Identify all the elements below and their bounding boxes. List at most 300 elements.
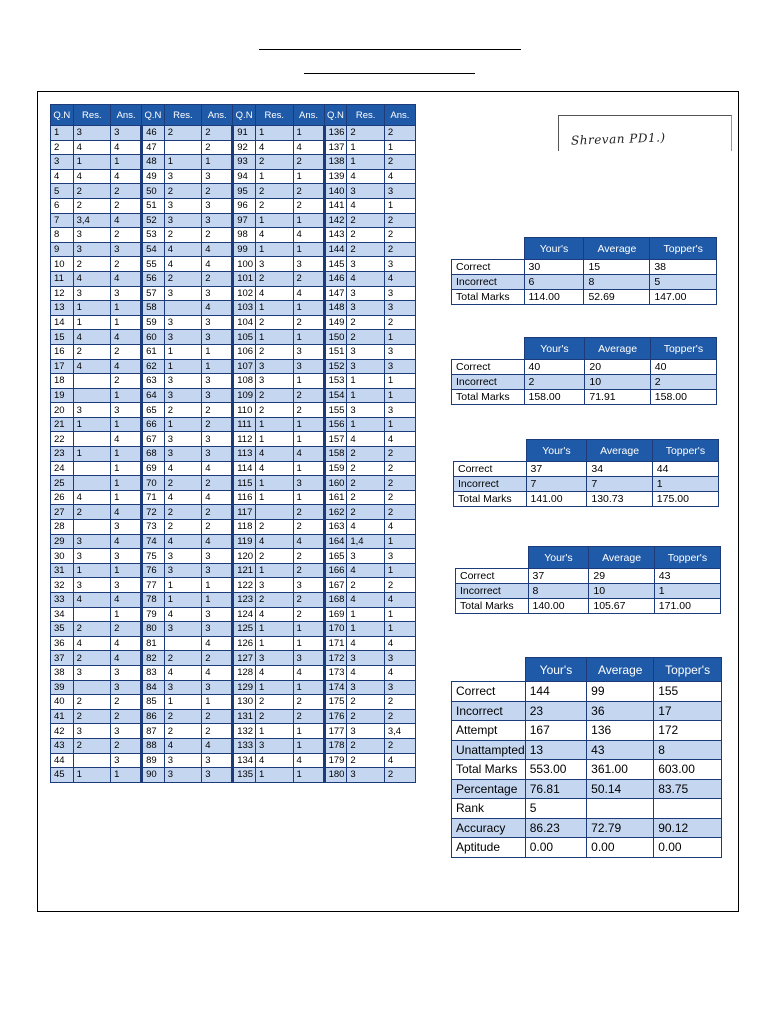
answer-cell-res: 1 xyxy=(73,563,111,578)
answer-cell-res: 2 xyxy=(73,184,111,199)
answer-cell-ans: 3 xyxy=(111,403,142,418)
answer-cell-res: 2 xyxy=(73,709,111,724)
answer-cell-res: 1 xyxy=(256,213,294,228)
answer-cell-ans: 3 xyxy=(384,301,415,316)
answer-cell-qn: 2 xyxy=(51,140,74,155)
answer-row xyxy=(51,520,416,535)
summary-table-1 xyxy=(451,237,717,305)
summary-header-toppers: Topper's xyxy=(652,440,718,462)
answer-cell-ans: 4 xyxy=(384,432,415,447)
answer-cell-qn: 86 xyxy=(142,709,165,724)
answer-cell-res: 3 xyxy=(164,753,202,768)
answer-cell-qn: 150 xyxy=(324,330,347,345)
summary-header-average: Average xyxy=(585,338,650,360)
summary-row xyxy=(452,260,717,275)
answer-cell-res: 3 xyxy=(164,169,202,184)
answer-cell-ans: 4 xyxy=(384,636,415,651)
answer-cell-qn: 49 xyxy=(142,169,165,184)
answer-row xyxy=(51,476,416,491)
summary-value-yours: 2 xyxy=(524,375,585,390)
answer-cell-qn: 159 xyxy=(324,461,347,476)
answer-cell-ans: 1 xyxy=(384,330,415,345)
answer-cell-qn: 146 xyxy=(324,271,347,286)
answer-cell-res: 3 xyxy=(347,257,385,272)
answer-cell-res: 1 xyxy=(347,607,385,622)
answer-cell-res: 2 xyxy=(256,695,294,710)
answer-cell-qn: 24 xyxy=(51,461,74,476)
summary-row xyxy=(452,838,722,858)
answer-cell-qn: 168 xyxy=(324,593,347,608)
answer-cell-ans: 2 xyxy=(384,695,415,710)
answer-cell-res: 2 xyxy=(164,724,202,739)
answer-cell-qn: 52 xyxy=(142,213,165,228)
answer-cell-qn: 54 xyxy=(142,242,165,257)
answer-cell-res: 3 xyxy=(256,257,294,272)
answer-cell-qn: 4 xyxy=(51,169,74,184)
answer-cell-res: 4 xyxy=(164,534,202,549)
answer-cell-res xyxy=(73,680,111,695)
summary-value-average: 43 xyxy=(587,740,654,760)
summary-row-label: Attempt xyxy=(452,721,526,741)
summary-value-average: 71.91 xyxy=(585,390,650,405)
answer-header-ans: Ans. xyxy=(111,105,142,126)
answer-cell-res: 2 xyxy=(347,461,385,476)
summary-header-average: Average xyxy=(589,547,654,569)
answer-cell-ans: 1 xyxy=(293,126,324,141)
answer-cell-qn: 103 xyxy=(233,301,256,316)
summary-row xyxy=(454,477,719,492)
answer-cell-qn: 17 xyxy=(51,359,74,374)
answer-cell-qn: 114 xyxy=(233,461,256,476)
answer-cell-res: 1 xyxy=(256,126,294,141)
summary-table-3 xyxy=(453,439,719,507)
answer-cell-ans: 4 xyxy=(111,651,142,666)
answer-cell-res: 2 xyxy=(347,476,385,491)
answer-cell-ans: 2 xyxy=(384,315,415,330)
answer-cell-res: 4 xyxy=(73,169,111,184)
answer-cell-res: 3 xyxy=(73,724,111,739)
answer-cell-qn: 142 xyxy=(324,213,347,228)
answer-cell-res: 2 xyxy=(347,578,385,593)
answer-cell-ans: 3 xyxy=(202,753,233,768)
answer-row xyxy=(51,753,416,768)
answer-cell-ans: 4 xyxy=(111,534,142,549)
answer-cell-qn: 9 xyxy=(51,242,74,257)
answer-cell-qn: 64 xyxy=(142,388,165,403)
answer-cell-qn: 42 xyxy=(51,724,74,739)
answer-cell-ans: 2 xyxy=(384,490,415,505)
answer-cell-ans: 2 xyxy=(202,709,233,724)
answer-cell-res: 3 xyxy=(347,549,385,564)
summary-value-yours: 86.23 xyxy=(525,818,586,838)
answer-cell-res: 4 xyxy=(256,534,294,549)
answer-cell-ans: 1 xyxy=(293,417,324,432)
answer-cell-ans: 1 xyxy=(384,388,415,403)
answer-cell-qn: 116 xyxy=(233,490,256,505)
answer-cell-ans: 2 xyxy=(202,520,233,535)
answer-row xyxy=(51,505,416,520)
answer-cell-res: 3 xyxy=(73,534,111,549)
answer-row xyxy=(51,359,416,374)
answer-cell-res xyxy=(256,505,294,520)
answer-cell-res: 4 xyxy=(73,359,111,374)
answer-cell-qn: 174 xyxy=(324,680,347,695)
answer-cell-qn: 141 xyxy=(324,198,347,213)
answer-cell-res: 4 xyxy=(347,563,385,578)
answer-cell-res: 4 xyxy=(347,636,385,651)
answer-cell-qn: 115 xyxy=(233,476,256,491)
answer-cell-res: 2 xyxy=(164,271,202,286)
answer-cell-res xyxy=(73,607,111,622)
answer-cell-res: 3 xyxy=(164,198,202,213)
answer-cell-res: 2 xyxy=(164,651,202,666)
summary-row xyxy=(452,740,722,760)
answer-cell-ans: 2 xyxy=(293,593,324,608)
summary-value-yours: 76.81 xyxy=(525,779,586,799)
answer-cell-qn: 138 xyxy=(324,155,347,170)
answer-cell-qn: 58 xyxy=(142,301,165,316)
answer-cell-res: 1 xyxy=(256,476,294,491)
answer-header-res: Res. xyxy=(164,105,202,126)
answer-cell-qn: 29 xyxy=(51,534,74,549)
summary-header-yours: Your's xyxy=(524,238,584,260)
answer-cell-ans: 1 xyxy=(111,461,142,476)
answer-cell-qn: 134 xyxy=(233,753,256,768)
answer-cell-qn: 62 xyxy=(142,359,165,374)
answer-cell-ans: 3 xyxy=(293,578,324,593)
answer-header-qn: Q.N xyxy=(233,105,256,126)
answer-cell-qn: 176 xyxy=(324,709,347,724)
summary-row-label: Correct xyxy=(454,462,527,477)
summary-value-toppers: 1 xyxy=(652,477,718,492)
answer-cell-res: 1 xyxy=(256,563,294,578)
answer-row xyxy=(51,344,416,359)
answer-cell-qn: 69 xyxy=(142,461,165,476)
answer-cell-res xyxy=(73,388,111,403)
summary-header-average: Average xyxy=(587,658,654,682)
answer-cell-res: 4 xyxy=(256,665,294,680)
answer-cell-res: 3 xyxy=(164,213,202,228)
answer-cell-res: 1 xyxy=(256,330,294,345)
answer-cell-ans: 2 xyxy=(384,213,415,228)
answer-cell-ans: 1 xyxy=(111,388,142,403)
summary-row-label: Total Marks xyxy=(456,599,529,614)
summary-row-label: Incorrect xyxy=(452,375,525,390)
answer-cell-ans: 4 xyxy=(111,330,142,345)
answer-cell-ans: 2 xyxy=(293,403,324,418)
summary-header-toppers: Topper's xyxy=(654,547,720,569)
answer-cell-res: 1 xyxy=(164,344,202,359)
answer-cell-res: 4 xyxy=(347,593,385,608)
answer-cell-ans: 2 xyxy=(202,228,233,243)
answer-cell-ans: 1 xyxy=(384,374,415,389)
answer-cell-ans: 2 xyxy=(202,271,233,286)
answer-cell-qn: 43 xyxy=(51,738,74,753)
answer-cell-ans: 3 xyxy=(111,680,142,695)
answer-cell-ans: 1 xyxy=(384,607,415,622)
answer-cell-qn: 57 xyxy=(142,286,165,301)
answer-cell-qn: 89 xyxy=(142,753,165,768)
summary-header-row xyxy=(452,338,717,360)
answer-row xyxy=(51,126,416,141)
answer-cell-ans: 2 xyxy=(202,403,233,418)
answer-cell-ans: 1 xyxy=(111,607,142,622)
answer-cell-res: 2 xyxy=(73,622,111,637)
summary-row xyxy=(452,701,722,721)
answer-cell-qn: 79 xyxy=(142,607,165,622)
answer-cell-qn: 46 xyxy=(142,126,165,141)
summary-value-average: 361.00 xyxy=(587,760,654,780)
answer-row xyxy=(51,709,416,724)
summary-row-label: Incorrect xyxy=(454,477,527,492)
summary-row xyxy=(452,275,717,290)
summary-value-average: 20 xyxy=(585,360,650,375)
answer-row xyxy=(51,622,416,637)
answer-cell-ans: 4 xyxy=(111,271,142,286)
answer-cell-ans: 2 xyxy=(202,140,233,155)
answer-cell-ans: 1 xyxy=(384,563,415,578)
answer-cell-ans: 1 xyxy=(293,680,324,695)
answer-cell-qn: 164 xyxy=(324,534,347,549)
summary-row-label: Correct xyxy=(452,682,526,702)
answer-cell-ans: 4 xyxy=(384,665,415,680)
answer-row xyxy=(51,301,416,316)
summary-value-average: 10 xyxy=(589,584,654,599)
answer-row xyxy=(51,651,416,666)
summary-value-yours: 13 xyxy=(525,740,586,760)
answer-cell-res: 2 xyxy=(256,344,294,359)
answer-cell-qn: 127 xyxy=(233,651,256,666)
answer-cell-qn: 93 xyxy=(233,155,256,170)
answer-cell-qn: 65 xyxy=(142,403,165,418)
answer-key-table xyxy=(50,104,416,783)
summary-value-toppers: 172 xyxy=(654,721,722,741)
summary-row xyxy=(454,462,719,477)
answer-cell-qn: 36 xyxy=(51,636,74,651)
answer-cell-res: 3 xyxy=(73,403,111,418)
answer-cell-ans: 2 xyxy=(111,374,142,389)
answer-cell-res: 4 xyxy=(73,330,111,345)
answer-row xyxy=(51,417,416,432)
answer-cell-qn: 75 xyxy=(142,549,165,564)
answer-cell-ans: 1 xyxy=(293,374,324,389)
answer-cell-res: 3 xyxy=(347,286,385,301)
summary-row-label: Accuracy xyxy=(452,818,526,838)
answer-cell-ans: 1 xyxy=(111,563,142,578)
answer-cell-ans: 1 xyxy=(293,432,324,447)
summary-value-toppers: 8 xyxy=(654,740,722,760)
answer-cell-qn: 106 xyxy=(233,344,256,359)
answer-cell-qn: 16 xyxy=(51,344,74,359)
answer-cell-res: 1 xyxy=(256,242,294,257)
answer-cell-qn: 133 xyxy=(233,738,256,753)
answer-cell-res: 3 xyxy=(256,738,294,753)
answer-cell-res: 1 xyxy=(164,417,202,432)
answer-cell-res: 3 xyxy=(73,665,111,680)
answer-cell-qn: 97 xyxy=(233,213,256,228)
answer-cell-qn: 73 xyxy=(142,520,165,535)
answer-cell-ans: 3 xyxy=(293,651,324,666)
summary-row-label: Unattampted xyxy=(452,740,526,760)
answer-cell-ans: 1 xyxy=(293,724,324,739)
answer-cell-ans: 1 xyxy=(111,155,142,170)
answer-cell-res: 1 xyxy=(164,695,202,710)
answer-cell-qn: 135 xyxy=(233,768,256,783)
summary-value-toppers: 5 xyxy=(650,275,717,290)
answer-cell-ans: 4 xyxy=(384,520,415,535)
answer-cell-ans: 4 xyxy=(111,593,142,608)
answer-cell-ans: 1 xyxy=(111,447,142,462)
answer-cell-ans: 4 xyxy=(111,140,142,155)
answer-cell-ans: 4 xyxy=(293,753,324,768)
answer-cell-qn: 148 xyxy=(324,301,347,316)
answer-cell-ans: 2 xyxy=(293,709,324,724)
answer-cell-res xyxy=(73,520,111,535)
answer-cell-ans: 1 xyxy=(293,738,324,753)
answer-cell-res: 3 xyxy=(164,286,202,301)
answer-cell-ans: 3 xyxy=(111,578,142,593)
answer-cell-ans: 2 xyxy=(111,198,142,213)
answer-cell-qn: 131 xyxy=(233,709,256,724)
answer-cell-ans: 3 xyxy=(202,213,233,228)
answer-cell-res: 4 xyxy=(256,753,294,768)
answer-cell-qn: 83 xyxy=(142,665,165,680)
answer-cell-qn: 56 xyxy=(142,271,165,286)
answer-cell-ans: 2 xyxy=(384,578,415,593)
answer-cell-ans: 2 xyxy=(384,738,415,753)
answer-row xyxy=(51,549,416,564)
answer-cell-ans: 1 xyxy=(384,622,415,637)
answer-cell-qn: 76 xyxy=(142,563,165,578)
answer-cell-qn: 94 xyxy=(233,169,256,184)
answer-cell-res: 1 xyxy=(256,432,294,447)
answer-cell-qn: 157 xyxy=(324,432,347,447)
answer-row xyxy=(51,490,416,505)
answer-cell-qn: 145 xyxy=(324,257,347,272)
answer-cell-qn: 128 xyxy=(233,665,256,680)
answer-cell-res: 2 xyxy=(164,505,202,520)
answer-cell-ans: 4 xyxy=(111,505,142,520)
summary-table-2 xyxy=(451,337,717,405)
answer-cell-res: 3,4 xyxy=(73,213,111,228)
answer-cell-res: 4 xyxy=(256,228,294,243)
answer-cell-ans: 3 xyxy=(202,315,233,330)
answer-cell-res: 4 xyxy=(164,665,202,680)
answer-cell-res: 3 xyxy=(347,680,385,695)
answer-cell-res: 2 xyxy=(347,330,385,345)
answer-header-ans: Ans. xyxy=(202,105,233,126)
answer-cell-res: 2 xyxy=(256,549,294,564)
answer-cell-ans: 3 xyxy=(202,330,233,345)
summary-value-average: 130.73 xyxy=(587,492,652,507)
answer-cell-qn: 50 xyxy=(142,184,165,199)
summary-value-yours: 23 xyxy=(525,701,586,721)
answer-cell-res: 1 xyxy=(256,169,294,184)
answer-cell-ans: 4 xyxy=(202,534,233,549)
answer-cell-qn: 166 xyxy=(324,563,347,578)
summary-header-blank xyxy=(452,338,525,360)
summary-row xyxy=(456,569,721,584)
answer-row xyxy=(51,680,416,695)
answer-cell-ans: 2 xyxy=(111,622,142,637)
answer-row xyxy=(51,636,416,651)
answer-cell-ans: 1 xyxy=(111,315,142,330)
answer-cell-res: 2 xyxy=(347,447,385,462)
answer-cell-qn: 117 xyxy=(233,505,256,520)
answer-cell-qn: 15 xyxy=(51,330,74,345)
answer-header-qn: Q.N xyxy=(142,105,165,126)
answer-cell-qn: 162 xyxy=(324,505,347,520)
answer-cell-qn: 68 xyxy=(142,447,165,462)
answer-cell-ans: 1 xyxy=(202,155,233,170)
answer-cell-qn: 35 xyxy=(51,622,74,637)
answer-cell-ans: 4 xyxy=(384,271,415,286)
answer-cell-qn: 20 xyxy=(51,403,74,418)
answer-cell-qn: 12 xyxy=(51,286,74,301)
answer-cell-ans: 3 xyxy=(202,169,233,184)
answer-cell-res: 4 xyxy=(256,140,294,155)
answer-cell-res: 2 xyxy=(73,695,111,710)
answer-cell-ans: 3 xyxy=(111,520,142,535)
answer-cell-qn: 105 xyxy=(233,330,256,345)
answer-cell-qn: 7 xyxy=(51,213,74,228)
summary-header-yours: Your's xyxy=(526,440,587,462)
answer-cell-ans: 1 xyxy=(384,534,415,549)
summary-header-row xyxy=(456,547,721,569)
answer-cell-ans: 2 xyxy=(111,257,142,272)
answer-header-res: Res. xyxy=(256,105,294,126)
answer-cell-qn: 84 xyxy=(142,680,165,695)
summary-value-toppers: 155 xyxy=(654,682,722,702)
answer-cell-ans: 3 xyxy=(111,665,142,680)
answer-cell-qn: 92 xyxy=(233,140,256,155)
answer-cell-ans: 2 xyxy=(111,738,142,753)
answer-cell-qn: 100 xyxy=(233,257,256,272)
answer-cell-res: 1 xyxy=(347,417,385,432)
answer-cell-qn: 87 xyxy=(142,724,165,739)
answer-row xyxy=(51,271,416,286)
answer-cell-qn: 48 xyxy=(142,155,165,170)
summary-row-label: Aptitude xyxy=(452,838,526,858)
answer-cell-res: 3 xyxy=(164,563,202,578)
summary-value-yours: 114.00 xyxy=(524,290,584,305)
answer-cell-ans: 1 xyxy=(384,417,415,432)
answer-cell-res: 2 xyxy=(256,315,294,330)
answer-row xyxy=(51,198,416,213)
answer-cell-res: 3 xyxy=(73,549,111,564)
answer-row xyxy=(51,461,416,476)
answer-cell-qn: 81 xyxy=(142,636,165,651)
answer-cell-ans: 4 xyxy=(202,738,233,753)
answer-cell-ans: 2 xyxy=(384,768,415,783)
summary-header-toppers: Topper's xyxy=(650,338,716,360)
summary-value-average: 34 xyxy=(587,462,652,477)
answer-cell-res: 3 xyxy=(164,447,202,462)
answer-cell-res: 2 xyxy=(164,476,202,491)
answer-cell-ans: 2 xyxy=(202,126,233,141)
answer-cell-res: 4 xyxy=(347,432,385,447)
answer-cell-ans: 2 xyxy=(111,344,142,359)
answer-cell-qn: 161 xyxy=(324,490,347,505)
answer-cell-qn: 21 xyxy=(51,417,74,432)
summary-value-toppers: 44 xyxy=(652,462,718,477)
answer-cell-qn: 23 xyxy=(51,447,74,462)
answer-cell-res: 2 xyxy=(347,126,385,141)
answer-cell-res: 3 xyxy=(73,126,111,141)
answer-cell-res: 1 xyxy=(347,155,385,170)
answer-cell-res: 1 xyxy=(347,388,385,403)
answer-cell-res: 2 xyxy=(347,228,385,243)
